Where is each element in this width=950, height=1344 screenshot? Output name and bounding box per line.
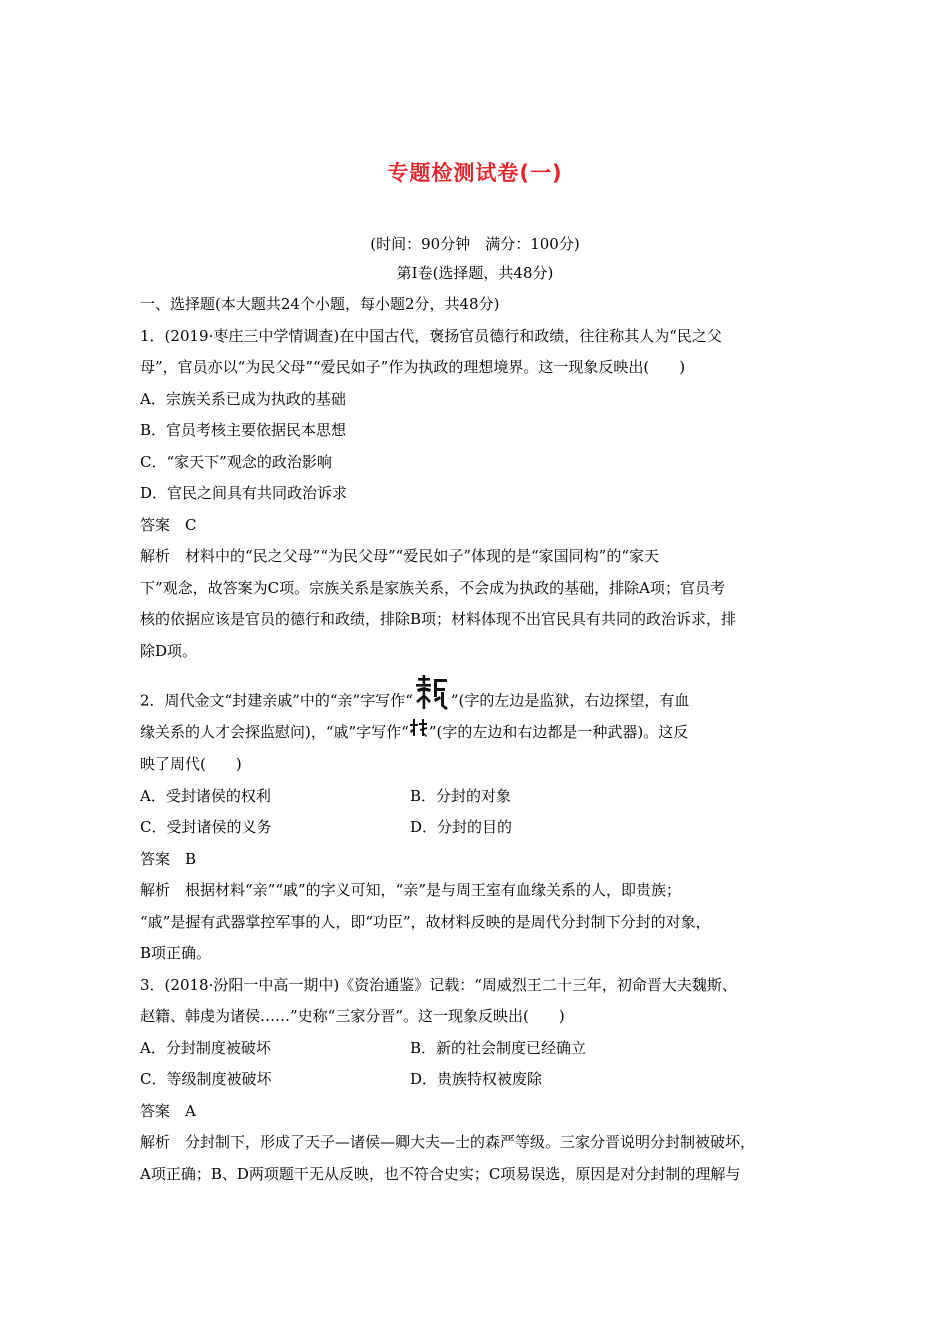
q2-stem-text-a: 2．周代金文“封建亲戚”中的“亲”字写作“ bbox=[140, 691, 413, 710]
q2-analysis-line2: “戚”是握有武器掌控军事的人，即“功臣”，故材料反映的是周代分封制下分封的对象， bbox=[140, 912, 711, 931]
q2-stem-text-b: ”(字的左边是监狱，右边探望，有血 bbox=[450, 691, 690, 710]
q1-option-a: A．宗族关系已成为执政的基础 bbox=[140, 389, 346, 408]
q3-option-d: D．贵族特权被废除 bbox=[410, 1070, 543, 1088]
q2-analysis-line3: B项正确。 bbox=[140, 944, 212, 962]
q1-analysis-line3: 核的依据应该是官员的德行和政绩，排除B项；材料体现不出官民具有共同的政治诉求，排 bbox=[140, 610, 737, 628]
q1-analysis-line4: 除D项。 bbox=[140, 641, 198, 660]
exam-time-score: (时间：90分钟 满分：100分) bbox=[370, 235, 580, 253]
question-1 bbox=[140, 321, 812, 668]
q2-option-c: C．受封诸侯的义务 bbox=[140, 818, 272, 836]
q1-stem-line1: 1．(2019·枣庄三中学情调查)在中国古代，褒扬官员德行和政绩，往往称其人为“民之父 bbox=[140, 326, 722, 345]
q2-options-row2 bbox=[140, 812, 812, 844]
q1-option-d: D．官民之间具有共同政治诉求 bbox=[140, 484, 348, 502]
q2-stem-line1 bbox=[140, 675, 812, 715]
q3-option-a: A．分封制度被破坏 bbox=[140, 1038, 271, 1057]
q2-options-row1 bbox=[140, 781, 812, 813]
q3-options-row1 bbox=[140, 1033, 812, 1065]
q3-option-b: B．新的社会制度已经确立 bbox=[410, 1038, 587, 1057]
q3-stem-line2: 赵籍、韩虔为诸侯……”史称“三家分晋”。这一现象反映出( ) bbox=[140, 1007, 565, 1025]
q2-stem-line3: 映了周代( ) bbox=[140, 755, 242, 773]
q1-stem-line2: 母”，官员亦以“为民父母”“爱民如子”作为执政的理想境界。这一现象反映出( ) bbox=[140, 358, 686, 376]
q2-stem-line2 bbox=[140, 715, 812, 749]
page-title: 专题检测试卷(一) bbox=[387, 161, 563, 185]
q1-analysis-line2: 下”观念，故答案为C项。宗族关系是家族关系，不会成为执政的基础，排除A项；官员考 bbox=[140, 578, 725, 597]
q2-option-d: D．分封的目的 bbox=[410, 818, 513, 836]
bronze-glyph-qi-icon bbox=[410, 716, 428, 750]
section-heading: 一、选择题(本大题共24个小题，每小题2分，共48分) bbox=[140, 295, 500, 313]
exam-part-heading: 第Ⅰ卷(选择题，共48分) bbox=[396, 264, 554, 282]
q2-option-b: B．分封的对象 bbox=[410, 786, 512, 805]
q2-stem-text-d: ”(字的左边和右边都是一种武器)。这反 bbox=[428, 723, 689, 741]
q1-analysis-line1: 解析 材料中的“民之父母”“为民父母”“爱民如子”体现的是“家国同构”的“家天 bbox=[140, 547, 660, 565]
q2-analysis-line1: 解析 根据材料“亲”“戚”的字义可知，“亲”是与周王室有血缘关系的人，即贵族； bbox=[140, 881, 682, 899]
q3-options-row2 bbox=[140, 1064, 812, 1096]
q2-stem-text-c: 缘关系的人才会探监慰问)，“戚”字写作“ bbox=[140, 723, 409, 741]
q1-option-c: C．“家天下”观念的政治影响 bbox=[140, 452, 332, 471]
q3-analysis-line1: 解析 分封制下，形成了天子—诸侯—卿大夫—士的森严等级。三家分晋说明分封制被破坏， bbox=[140, 1133, 756, 1151]
q2-option-a: A．受封诸侯的权利 bbox=[140, 786, 271, 805]
q3-option-c: C．等级制度被破坏 bbox=[140, 1070, 272, 1088]
q1-answer: 答案 C bbox=[140, 515, 197, 534]
q2-answer: 答案 B bbox=[140, 849, 197, 868]
question-2 bbox=[140, 675, 812, 970]
q3-stem-line1: 3．(2018·汾阳一中高一期中)《资治通鉴》记载：“周威烈王二十三年，初命晋大夫魏斯、 bbox=[140, 975, 737, 994]
question-3 bbox=[140, 970, 812, 1191]
q1-option-b: B．官员考核主要依据民本思想 bbox=[140, 421, 347, 439]
q3-answer: 答案 A bbox=[140, 1101, 196, 1120]
exam-content bbox=[140, 289, 812, 1190]
q3-analysis-line2: A项正确；B、D两项题干无从反映，也不符合史实；C项易误选，原因是对分封制的理解与 bbox=[140, 1164, 741, 1183]
